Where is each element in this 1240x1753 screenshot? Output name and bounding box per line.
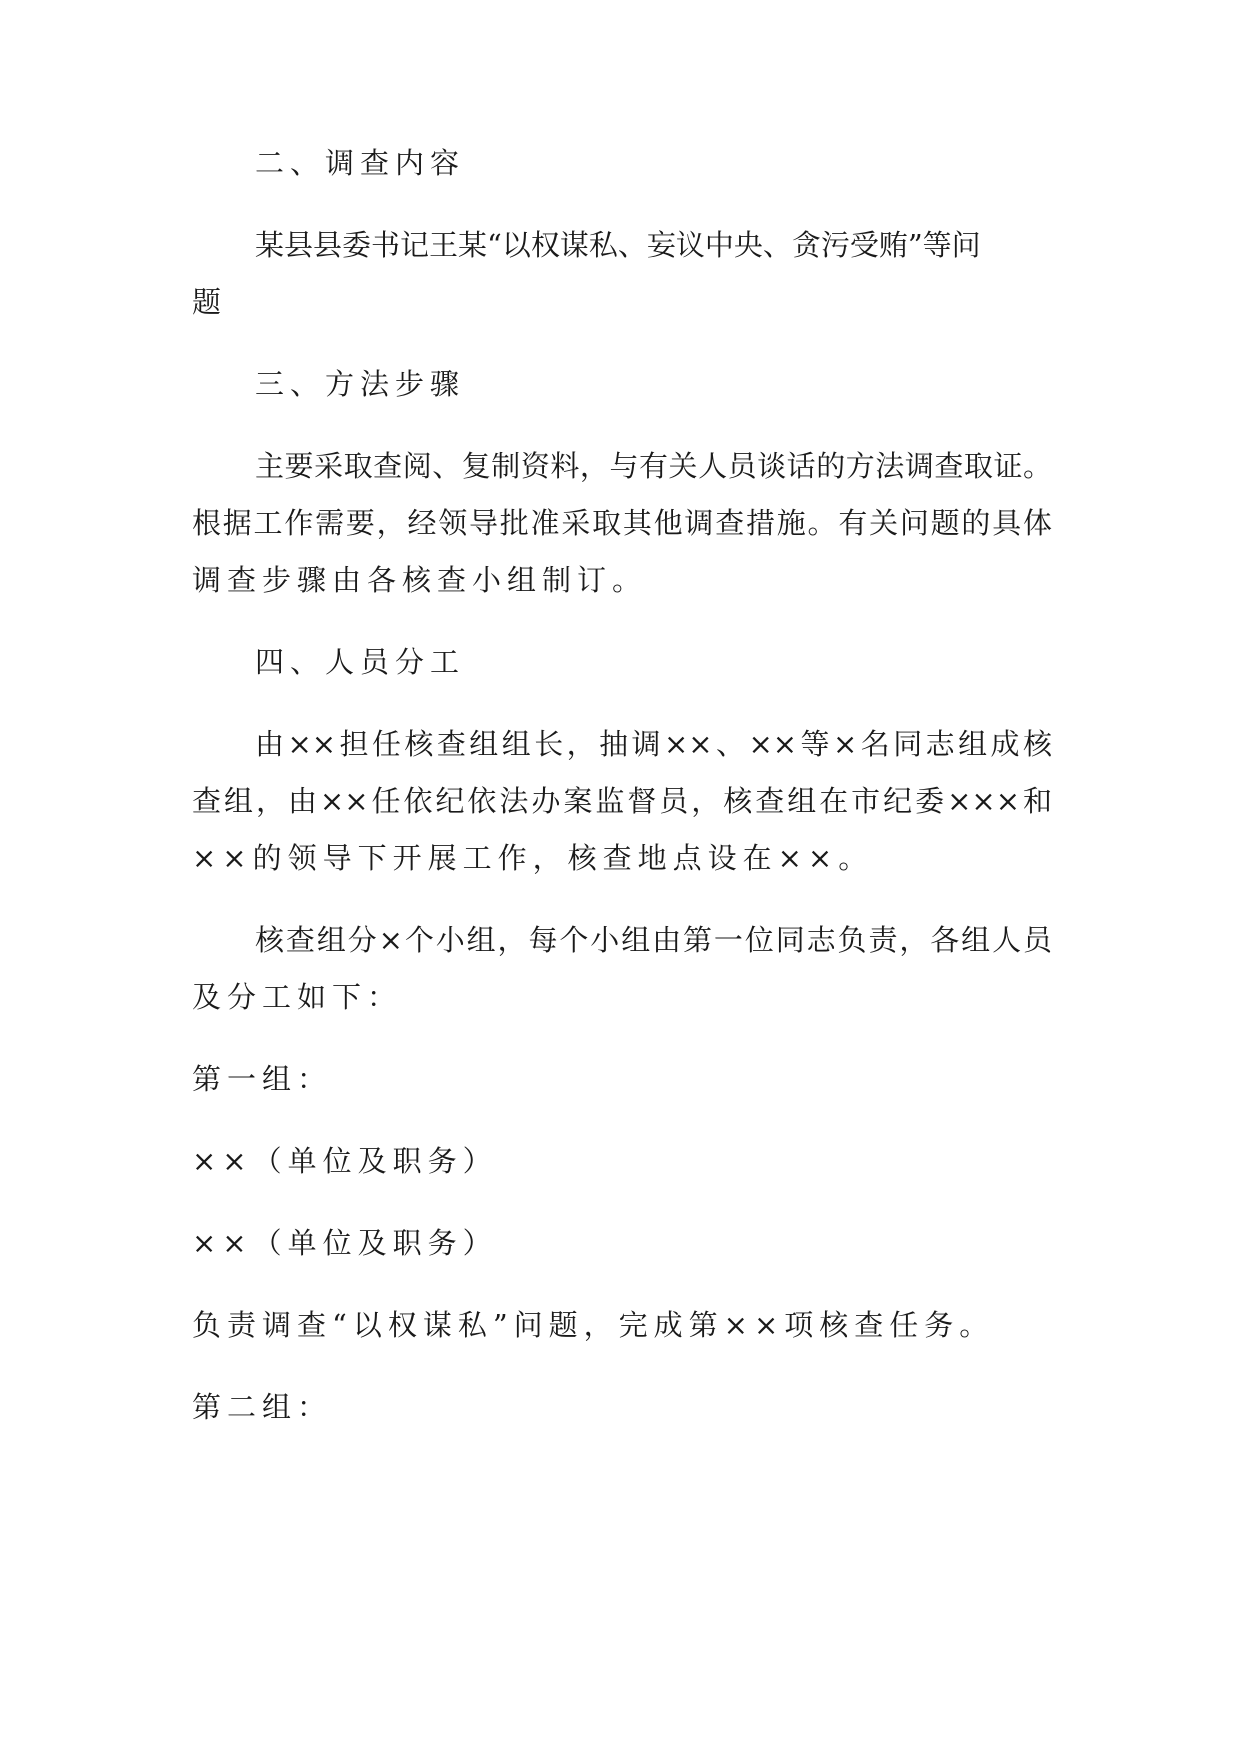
group-member: ××（单位及职务） xyxy=(192,1144,498,1178)
paragraph-line: 由××担任核查组组长，抽调××、××等×名同志组成核 xyxy=(255,727,1052,761)
group-title: 第二组： xyxy=(192,1390,333,1424)
paragraph-line: 查组，由××任依纪依法办案监督员，核查组在市纪委×××和 xyxy=(192,784,1052,818)
paragraph-line: ××的领导下开展工作，核查地点设在××。 xyxy=(192,841,874,875)
paragraph-line: 题 xyxy=(192,285,228,319)
paragraph-line: 根据工作需要，经领导批准采取其他调查措施。有关问题的具体 xyxy=(192,506,1052,540)
paragraph-line: 及分工如下： xyxy=(192,980,403,1014)
paragraph-line: 调查步骤由各核查小组制订。 xyxy=(192,563,648,597)
section-heading-investigation-content: 二、调查内容 xyxy=(255,146,466,180)
paragraph-line: 主要采取查阅、复制资料，与有关人员谈话的方法调查取证。 xyxy=(255,449,1052,483)
section-heading-methods: 三、方法步骤 xyxy=(255,367,466,401)
section-heading-personnel: 四、人员分工 xyxy=(255,645,466,679)
group-member: ××（单位及职务） xyxy=(192,1226,498,1260)
group-title: 第一组： xyxy=(192,1062,333,1096)
paragraph-line: 某县县委书记王某“以权谋私、妄议中央、贪污受贿”等问 xyxy=(255,228,981,262)
paragraph-line: 核查组分×个小组，每个小组由第一位同志负责，各组人员 xyxy=(255,923,1052,957)
group-duty: 负责调查“以权谋私”问题，完成第××项核查任务。 xyxy=(192,1308,995,1342)
